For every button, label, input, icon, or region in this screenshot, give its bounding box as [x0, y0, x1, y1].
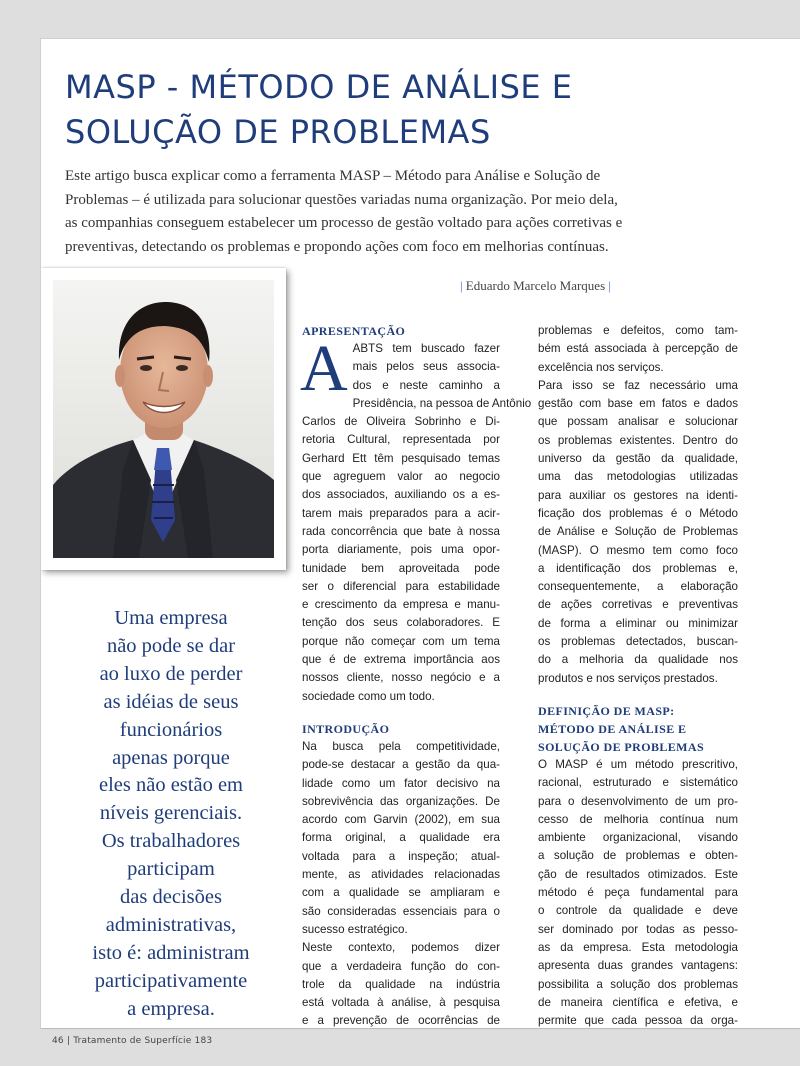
body-line: tenção dos seus colaboradores. E: [302, 616, 500, 630]
body-line: Presidência, na pessoa de Antônio: [352, 396, 532, 410]
drop-cap: A: [300, 332, 348, 405]
body-line: tarem mais preparados para a acir-: [302, 506, 500, 520]
body-line: o controle da qualidade e deve: [538, 904, 738, 918]
body-line: a identificação dos problemas e,: [538, 561, 738, 575]
quote-line: a empresa.: [127, 997, 215, 1020]
body-line: os problemas detectados, buscan-: [538, 635, 738, 649]
title-line: SOLUÇÃO DE PROBLEMAS: [65, 113, 491, 151]
body-line: apresenta duas grandes vantagens:: [538, 959, 738, 973]
quote-line: apenas porque: [112, 746, 230, 769]
body-line: tunidade bem aproveitada pode: [302, 561, 500, 575]
body-line: de forma a eliminar ou minimizar: [538, 616, 738, 630]
body-line: lidade como um fator decisivo na: [302, 776, 500, 790]
body-line: do a melhoria da qualidade nos: [538, 653, 738, 667]
body-line: Gerhard Ett têm pesquisado temas: [302, 451, 500, 465]
body-line: retoria Cultural, representada por: [302, 433, 500, 447]
magazine-page: [40, 38, 800, 1029]
byline-bar-left: |: [459, 278, 463, 293]
body-line: ção de resultados otimizados. Este: [538, 867, 738, 881]
title-line: MASP - MÉTODO DE ANÁLISE E: [65, 68, 573, 106]
quote-line: eles não estão em: [98, 774, 243, 797]
body-line: são consideradas essenciais para o: [302, 904, 500, 918]
section-heading-line: MÉTODO DE ANÁLISE E: [538, 721, 687, 736]
paragraph-apresentacao: [300, 332, 532, 706]
page-footer: 46 | Tratamento de Superfície 183: [52, 1036, 213, 1046]
pull-quote: [71, 605, 271, 1024]
body-line: as da empresa. Esta metodologia: [538, 940, 738, 954]
quote-line: administrativas,: [105, 913, 237, 936]
quote-line: Os trabalhadores: [101, 830, 241, 853]
body-line: permite que cada pessoa da orga-: [538, 1014, 738, 1028]
body-line: sociedade como um todo.: [302, 689, 435, 703]
body-line: a solução de problemas e obten-: [538, 849, 738, 863]
body-line: acordo com Garvin (2002), em sua: [302, 813, 500, 827]
body-line: que a verdadeira função do con-: [302, 959, 500, 973]
body-line: racional, estruturado e sistemático: [538, 776, 738, 790]
article-lead: [65, 165, 705, 259]
body-line: voltada para a inspeção; atual-: [302, 849, 500, 863]
body-line: ABTS tem buscado fazer: [352, 342, 500, 355]
quote-line: participam: [127, 858, 215, 881]
body-line: para o desenvolvimento de um pro-: [538, 794, 738, 808]
byline: [401, 278, 611, 294]
section-heading-line: SOLUÇÃO DE PROBLEMAS: [538, 739, 705, 754]
body-line: que possam analisar e solucionar: [538, 415, 738, 429]
body-line: que é de extrema importância aos: [302, 653, 500, 667]
quote-line: das decisões: [120, 886, 222, 909]
paragraph-definicao: [538, 756, 738, 1029]
body-line: porque não começar com um tema: [302, 634, 500, 648]
body-line: possibilita a solução dos problemas: [538, 977, 738, 991]
quote-line: não pode se dar: [106, 634, 236, 657]
author-portrait-illustration: [53, 280, 274, 558]
body-line: para auxiliar os gestores na identi-: [538, 488, 738, 502]
body-line: sobrevivência das organizações. De: [302, 794, 500, 808]
footer-rule: [41, 1028, 800, 1029]
quote-line: as idéias de seus: [103, 690, 239, 713]
lead-line: as companhias conseguem estabelecer um processo de gestão voltado para ações corretivas e: [65, 215, 623, 231]
body-line: Carlos de Oliveira Sobrinho e Di-: [302, 415, 500, 429]
text-column-1: [300, 322, 532, 1029]
body-line: uma das metodologias utilizadas: [538, 470, 738, 484]
body-line: ficação dos problemas é o Método: [538, 506, 738, 520]
paragraph-introducao: [302, 738, 500, 939]
body-line: Na busca pela competitividade,: [302, 739, 500, 753]
quote-line: funcionários: [119, 718, 223, 741]
body-line: problemas e defeitos, como tam-: [538, 324, 738, 337]
quote-line: isto é: administram: [92, 941, 250, 964]
lead-line: Este artigo busca explicar como a ferramenta MASP – Método para Análise e Solução de: [65, 168, 601, 184]
byline-bar-right: |: [608, 278, 611, 293]
quote-line: participativamente: [94, 969, 248, 992]
body-line: os problemas existentes. Dentro do: [538, 433, 738, 447]
body-line: cesso de melhoria contínua num: [538, 812, 738, 826]
section-heading-apresentacao: APRESENTAÇÃO: [302, 324, 406, 338]
lead-line: preventivas, detectando os problemas e propondo ações com foco em melhorias contínuas.: [65, 238, 609, 255]
lead-line: Problemas – é utilizada para solucionar questões variadas numa organização. Por meio dela,: [65, 191, 618, 208]
body-line: O MASP é um método prescritivo,: [538, 757, 738, 771]
body-line: e crescimento da empresa e manu-: [302, 598, 500, 612]
body-line: consequentemente, a elaboração: [538, 580, 738, 594]
text-column-2: [538, 322, 738, 1029]
body-line: nossos cliente, nosso negócio e a: [302, 671, 500, 685]
section-heading-line: DEFINIÇÃO DE MASP:: [538, 703, 675, 718]
body-line: que agreguem valor ao negocio: [302, 470, 500, 484]
body-line: pode-se destacar a gestão da qua-: [302, 758, 500, 772]
paragraph-continuation: [538, 322, 738, 377]
body-line: método é peça fundamental para: [538, 886, 738, 900]
body-line: está voltada à análise, à pesquisa: [302, 996, 500, 1010]
body-line: ambiente organizacional, visando: [538, 831, 738, 845]
body-line: bém está associada à percepção de: [538, 342, 738, 356]
body-line: de Análise e Solução de Problemas: [538, 525, 738, 539]
body-line: excelência nos serviços.: [538, 360, 664, 374]
author-name: Eduardo Marcelo Marques: [465, 278, 606, 293]
section-heading-definicao: [538, 702, 738, 756]
body-line: produtos e nos serviços prestados.: [538, 671, 718, 685]
body-line: (MASP). O mesmo tem como foco: [538, 543, 738, 557]
body-line: dos associados, auxiliando os a es-: [302, 488, 500, 502]
body-line: Para isso se faz necessário uma: [538, 378, 738, 392]
body-line: ser dominado por todas as pesso-: [538, 922, 738, 936]
paragraph-contexto: [302, 939, 500, 1029]
body-line: sucesso estratégico.: [302, 922, 408, 936]
quote-line: níveis gerenciais.: [99, 802, 243, 825]
body-line: Neste contexto, podemos dizer: [302, 941, 500, 955]
body-line: com a qualidade se ampliaram e: [302, 886, 500, 900]
body-line: gestão com base em fatos e dados: [538, 397, 738, 411]
body-line: e a prevenção de ocorrências de: [302, 1014, 500, 1028]
body-line: mente, as atividades relacionadas: [302, 868, 500, 882]
body-line: rada concorrência que bate à nossa: [302, 524, 500, 538]
author-photo: [41, 268, 286, 570]
article-title: [65, 65, 785, 155]
paragraph-gestao: [538, 377, 738, 688]
body-line: de ações corretivas e preventivas: [538, 598, 738, 612]
quote-line: ao luxo de perder: [99, 662, 243, 685]
body-line: forma original, a qualidade era: [302, 831, 500, 845]
body-line: trole da qualidade na indústria: [302, 977, 500, 991]
body-line: dos e neste caminho a: [352, 378, 500, 392]
body-line: universo da gestão da qualidade,: [538, 452, 738, 466]
section-heading-introducao: INTRODUÇÃO: [302, 721, 390, 736]
quote-line: Uma empresa: [114, 607, 228, 629]
body-line: mais pelos seus associa-: [352, 360, 500, 374]
body-line: porta diariamente, pois uma opor-: [302, 543, 500, 557]
body-line: de maneira científica e efetiva, e: [538, 995, 738, 1009]
body-line: ser o diferencial para estabilidade: [302, 579, 500, 593]
